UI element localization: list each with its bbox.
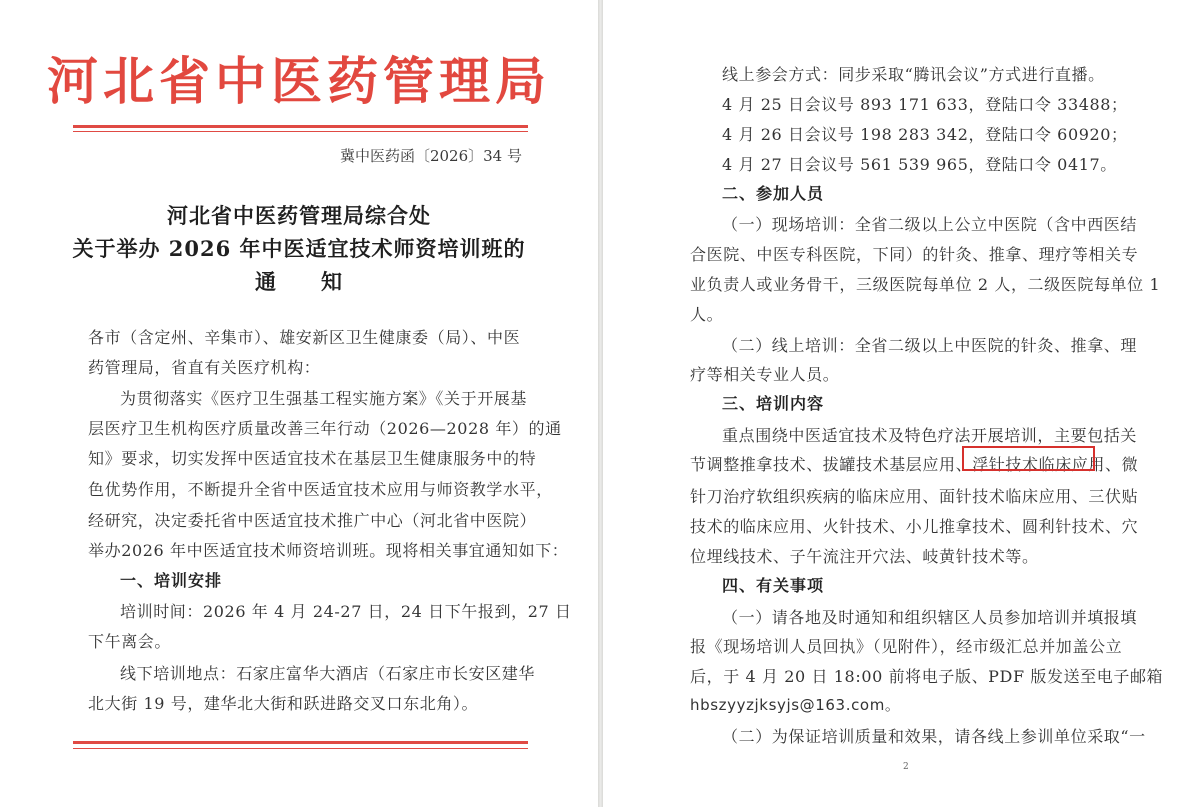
body-line: 针刀治疗软组织疾病的临床应用、面针技术临床应用、三伏贴 [690,487,1139,506]
body-line: 药管理局，省直有关医疗机构： [88,358,321,377]
body-line: 重点围绕中医适宜技术及特色疗法开展培训，主要包括关 [722,426,1138,445]
page-number: 2 [903,762,909,772]
body-line: 举办2026 年中医适宜技术师资培训班。现将相关事宜通知如下： [88,541,569,560]
body-line: 人。 [690,305,724,324]
body-line: 培训时间：2026 年 4 月 24-27 日，24 日下午报到，27 日 [120,602,572,621]
notice-title-line-3: 通 知 [255,269,343,294]
masthead-rule-thick [73,125,528,128]
section-heading-4: 四、有关事项 [722,576,825,595]
footer-rule-thick [73,741,528,744]
masthead-rule-thin [73,131,528,132]
body-line: 合医院、中医专科医院，下同）的针灸、推拿、理疗等相关专 [690,245,1139,264]
body-line: 经研究，决定委托省中医适宜技术推广中心（河北省中医院） [88,511,537,530]
body-line: 报《现场培训人员回执》（见附件），经市级汇总并加盖公立 [690,637,1123,656]
section-heading-1: 一、培训安排 [120,571,223,590]
body-line: 4 月 26 日会议号 198 283 342，登陆口令 60920； [722,125,1128,144]
section-heading-3: 三、培训内容 [722,394,825,413]
body-line: 疗等相关专业人员。 [690,365,840,384]
document-number: 冀中医药函〔2026〕34 号 [339,147,522,165]
body-line: 色优势作用，不断提升全省中医适宜技术应用与师资教学水平， [88,480,553,499]
body-line: 技术的临床应用、火针技术、小儿推拿技术、圆利针技术、穴 [690,517,1139,536]
left-page [0,0,598,807]
body-line: 节调整推拿技术、拔罐技术基层应用、浮针技术临床应用、微 [690,455,1139,474]
body-line: （一）请各地及时通知和组织辖区人员参加培训并填报填 [722,608,1138,627]
body-line: 后，于 4 月 20 日 18:00 前将电子版、PDF 版发送至电子邮箱 [690,667,1164,686]
masthead-title: 河北省中医药管理局 [46,52,551,112]
body-line: 为贯彻落实《医疗卫生强基工程实施方案》《关于开展基 [120,389,528,408]
body-line: 北大街 19 号，建华北大街和跃进路交叉口东北角）。 [88,694,479,713]
notice-title-line-2: 关于举办 2026 年中医适宜技术师资培训班的 [72,236,526,261]
body-line: 4 月 27 日会议号 561 539 965，登陆口令 0417。 [722,155,1117,174]
body-line: （二）为保证培训质量和效果，请各线上参训单位采取“一 [722,727,1146,746]
body-line: 业负责人或业务骨干，三级医院每单位 2 人，二级医院每单位 1 [690,275,1161,294]
body-line: （一）现场培训：全省二级以上公立中医院（含中西医结 [722,215,1138,234]
body-line: 位埋线技术、子午流注开穴法、岐黄针技术等。 [690,547,1039,566]
section-heading-2: 二、参加人员 [722,184,825,203]
body-line: 下午离会。 [88,632,172,651]
body-line: （二）线上培训：全省二级以上中医院的针灸、推拿、理 [722,336,1138,355]
body-line: 各市（含定州、辛集市）、雄安新区卫生健康委（局）、中医 [88,328,521,347]
body-line: 知》要求，切实发挥中医适宜技术在基层卫生健康服务中的特 [88,449,537,468]
footer-rule-thin [73,748,528,749]
notice-title-line-1: 河北省中医药管理局综合处 [167,203,431,228]
email-address: hbszyyzjksyjs@163.com。 [690,696,901,714]
highlight-box [962,446,1095,471]
body-line: 4 月 25 日会议号 893 171 633，登陆口令 33488； [722,95,1128,114]
body-line: 线上参会方式：同步采取“腾讯会议”方式进行直播。 [722,65,1105,84]
body-line: 线下培训地点：石家庄富华大酒店（石家庄市长安区建华 [120,664,536,683]
body-line: 层医疗卫生机构医疗质量改善三年行动（2026—2028 年）的通 [88,419,562,438]
